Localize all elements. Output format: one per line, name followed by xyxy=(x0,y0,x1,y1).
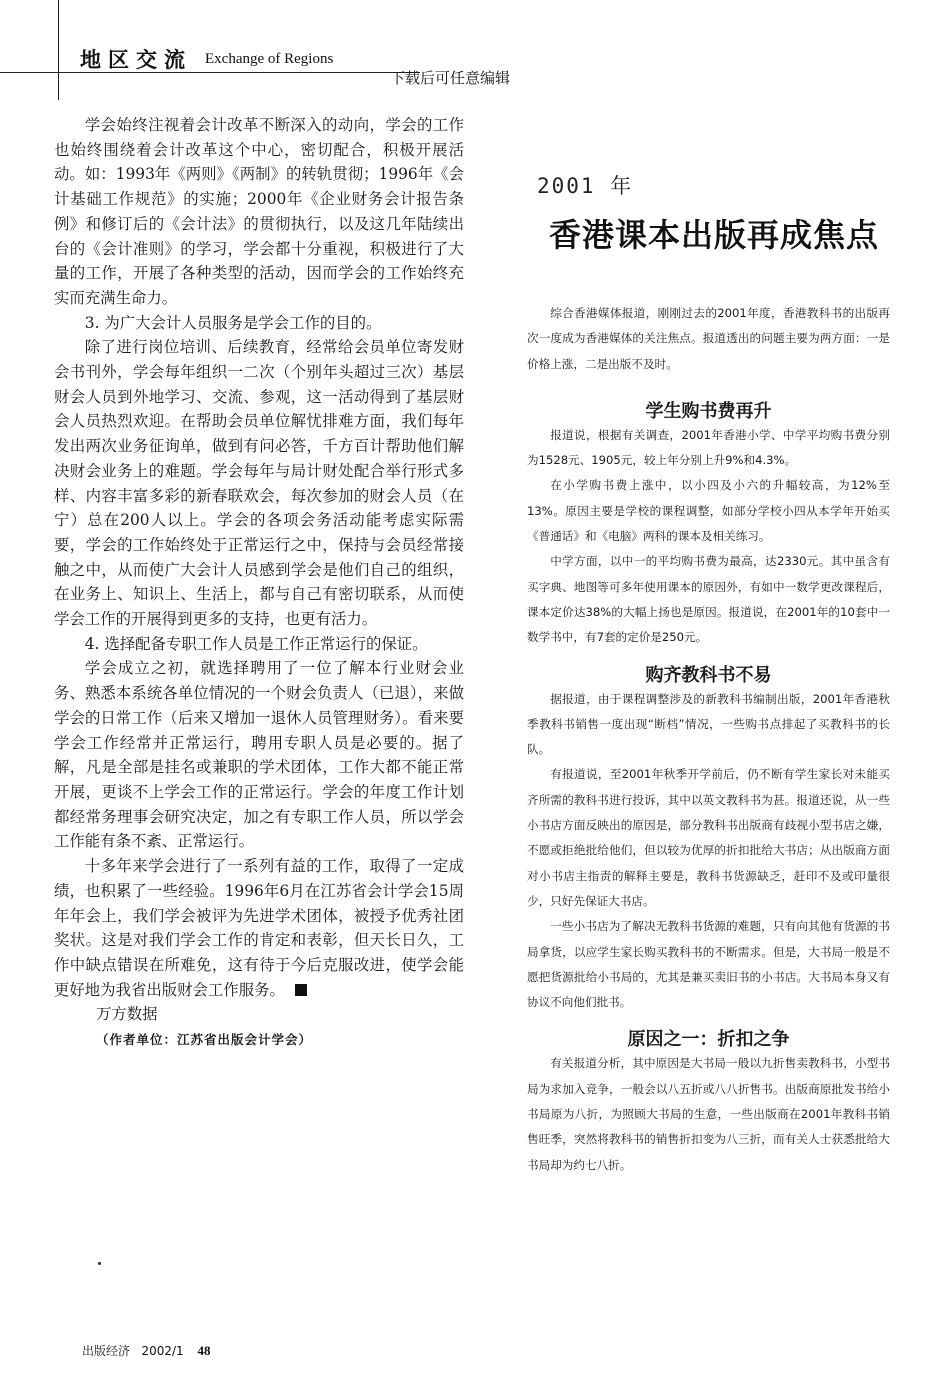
body-paragraph: 有关报道分析，其中原因是大书局一般以九折售卖教科书，小型书局为求加入竞争，一般会以八五折或八八折售书。出版商原批发书给小书局原为八折，为照顾大书局的生意，一些出版商在2001年教科书销售旺季，突然将教科书的销售折扣变为八三折，而有关人士获悉批给大书局却为约七八折。 xyxy=(527,1056,890,1172)
crop-mark-vertical xyxy=(58,0,59,100)
numbered-point: 4. 选择配备专职工作人员是工作正常运行的保证。 xyxy=(84,634,428,653)
article-headline: 香港课本出版再成焦点 xyxy=(549,216,880,254)
right-column xyxy=(527,301,890,1178)
subheading: 学生购书费再升 xyxy=(645,400,772,422)
left-column xyxy=(54,113,464,1048)
body-paragraph: 一些小书店为了解决无教科书货源的难题，只有向其他有货源的书局拿货，以应学生家长购买教科书的不断需求。但是，大书局一般是不愿把货源批给小书局的，尤其是兼买卖旧书的小书店。大书局本身又有协议不向他们批书。 xyxy=(527,919,890,1010)
page-number: 48 xyxy=(197,1343,211,1358)
closing-paragraph: 十多年来学会进行了一系列有益的工作，取得了一定成绩，也积累了一些经验。1996年6月在江苏省会计学会15周年年会上，我们学会被评为先进学术团体，被授予优秀社团奖状。这是对我们学会工作的肯定和表彰，但天长日久，工作中缺点错误在所难免，这有待于今后克服改进，使学会能更好地为我省出版财会工作服务。 xyxy=(54,854,464,1002)
page-footer xyxy=(82,1342,211,1359)
body-paragraph: 除了进行岗位培训、后续教育，经常给会员单位寄发财会书刊外，学会每年组织一二次（个别年头超过三次）基层财会人员到外地学习、交流、参观，这一活动得到了基层财会人员热烈欢迎。在帮助会员单位解忧排难方面，我们每年发出两次业务征询单，做到有问必答，千方百计帮助他们解决财会业务上的难题。学会每年与局计财处配合举行形式多样、内容丰富多彩的新春联欢会，每次参加的财会人员（在宁）总在200人以上。学会的各项会务活动能考虑实际需要，学会的工作始终处于正常运行之中，保持与会员经常接触之中，从而使广大会计人员感到学会是他们自己的组织，在业务上、知识上、生活上，都与自己有密切联系，从而使学会工作的开展得到更多的支持，也更有活力。 xyxy=(54,338,464,629)
header-rule xyxy=(0,72,420,73)
body-paragraph: 学会成立之初，就选择聘用了一位了解本行业财会业务、熟悉本系统各单位情况的一个财会负责人（已退），来做学会的日常工作（后来又增加一退休人员管理财务）。看来要学会工作经常并正常运行，聘用专职人员是必要的。据了解，凡是全部是挂名或兼职的学术团体，工作大都不能正常开展，更谈不上学会工作的正常运行。学会的年度工作计划都经常务理事会研究决定，加之有专职工作人员，所以学会工作能有条不紊、正常运行。 xyxy=(54,659,464,851)
section-title-en: Exchange of Regions xyxy=(205,51,334,67)
author-affiliation: （作者单位：江苏省出版会计学会） xyxy=(96,1032,313,1048)
download-note: 下载后可任意编辑 xyxy=(390,69,511,87)
body-paragraph: 据报道，由于课程调整涉及的新教科书编制出版，2001年香港秋季教科书销售一度出现“断档”情况，一些购书点排起了买教科书的长队。 xyxy=(527,691,890,757)
source-label: 万方数据 xyxy=(96,1005,158,1024)
journal-name: 出版经济 xyxy=(82,1344,131,1358)
body-paragraph: 在小学购书费上涨中，以小四及小六的升幅较高，为12%至13%。原因主要是学校的课程调整，如部分学校小四从本学年开始买《普通话》和《电脑》两科的课本及相关练习。 xyxy=(527,478,890,544)
article-year: 2001 年 xyxy=(537,174,634,198)
body-paragraph: 中学方面，以中一的平均购书费为最高，达2330元。其中虽含有买字典、地图等可多年使用课本的原因外，有如中一数学更改课程后，课本定价达38%的大幅上扬也是原因。报道说，在2001年的10套中一数学书中，有7套的定价是250元。 xyxy=(527,554,890,645)
intro-paragraph: 综合香港媒体报道，刚刚过去的2001年度，香港教科书的出版再次一度成为香港媒体的关注焦点。报道透出的问题主要为两方面：一是价格上涨，二是出版不及时。 xyxy=(527,306,890,371)
body-paragraph: 学会始终注视着会计改革不断深入的动向，学会的工作也始终围绕着会计改革这个中心，密切配合，积极开展活动。如：1993年《两则》《两制》的转轨贯彻；1996年《会计基础工作规范》的实施；2000年《企业财务会计报告条例》和修订后的《会计法》的贯彻执行，以及这几年陆续出台的《会计准则》的学习，学会都十分重视，积极进行了大量的工作，开展了各种类型的活动，因而学会的工作始终充实而充满生命力。 xyxy=(54,116,464,307)
numbered-point: 3. 为广大会计人员服务是学会工作的目的。 xyxy=(84,313,382,332)
section-title-zh: 地区交流 xyxy=(80,48,192,72)
body-paragraph: 报道说，根据有关调查，2001年香港小学、中学平均购书费分别为1528元、1905元，较上年分别上升9%和4.3%。 xyxy=(527,427,890,468)
print-speck xyxy=(98,1262,101,1265)
subheading: 购齐教科书不易 xyxy=(645,664,772,686)
issue-number: 2002/1 xyxy=(141,1344,184,1358)
subheading: 原因之一：折扣之争 xyxy=(627,1029,790,1051)
body-paragraph: 有报道说，至2001年秋季开学前后，仍不断有学生家长对未能买齐所需的教科书进行投诉，其中以英文教科书为甚。报道还说，从一些小书店方面反映出的原因是，部分教科书出版商有歧视小型书店之嫌，不愿或拒绝批给他们，但以较为优厚的折扣批给大书店；从出版商方面对小书店主指责的解释主要是，教科书货源缺乏，赶印不及或印量很少，只好先保证大书店。 xyxy=(527,767,890,908)
